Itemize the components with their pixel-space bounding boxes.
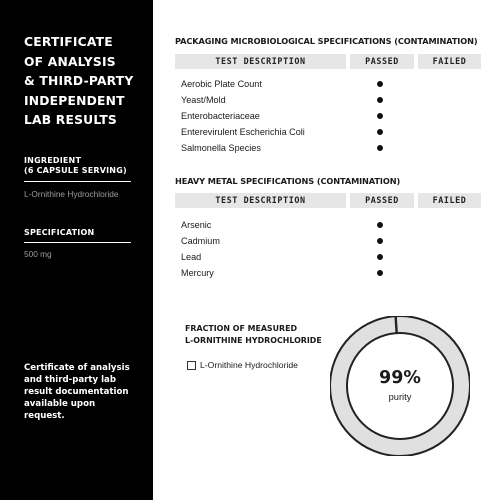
passed-dot-icon — [377, 81, 383, 87]
test-name: Enterobacteriaceae — [181, 111, 260, 121]
note-line: available upon — [24, 399, 96, 410]
passed-dot-icon — [377, 129, 383, 135]
table-row — [181, 249, 481, 265]
table-row — [181, 233, 481, 249]
note-line: request. — [24, 411, 65, 422]
test-name: Arsenic — [181, 220, 212, 230]
test-name: Mercury — [181, 268, 214, 278]
left-panel — [0, 0, 153, 500]
passed-dot-icon — [377, 238, 383, 244]
test-name: Aerobic Plate Count — [181, 79, 262, 89]
table-row — [181, 217, 481, 233]
note-line: Certificate of analysis — [24, 363, 130, 373]
test-name: Yeast/Mold — [181, 95, 226, 105]
availability-note — [24, 362, 140, 422]
test-name: Enterevirulent Escherichia Coli — [181, 127, 305, 137]
column-test-description: TEST DESCRIPTION — [175, 193, 346, 208]
passed-dot-icon — [377, 222, 383, 228]
table-row — [181, 140, 481, 156]
ingredient-value: L-Ornithine Hydrochloride — [24, 189, 119, 199]
title-line: & THIRD-PARTY — [24, 74, 134, 89]
title-line: CERTIFICATE — [24, 35, 113, 49]
legend-swatch — [187, 361, 196, 370]
fraction-heading-line: FRACTION OF MEASURED — [185, 324, 298, 333]
table-row — [181, 76, 481, 92]
ingredient-label-line: (6 CAPSULE SERVING) — [24, 166, 127, 175]
note-line: and third-party lab — [24, 375, 116, 386]
legend-label: L-Ornithine Hydrochloride — [200, 360, 298, 370]
specification-label: SPECIFICATION — [24, 228, 95, 237]
test-name: Cadmium — [181, 236, 220, 246]
donut-segment-divider — [396, 316, 397, 333]
test-name: Lead — [181, 252, 202, 262]
fraction-heading-line: L-ORNITHINE HYDROCHLORIDE — [185, 336, 322, 346]
title-line: LAB RESULTS — [24, 113, 117, 128]
test-name: Salmonella Species — [181, 143, 261, 153]
passed-dot-icon — [377, 97, 383, 103]
passed-dot-icon — [377, 113, 383, 119]
ingredient-label — [24, 156, 144, 176]
title-line: OF ANALYSIS — [24, 54, 116, 69]
passed-dot-icon — [377, 270, 383, 276]
purity-caption: purity — [388, 392, 412, 402]
microbiological-table-header — [175, 54, 481, 69]
title-line: INDEPENDENT — [24, 93, 125, 108]
fraction-heading — [185, 323, 335, 348]
purity-value: 99% — [379, 368, 421, 388]
table-row — [181, 265, 481, 281]
table-row — [181, 124, 481, 140]
column-passed: PASSED — [350, 193, 414, 208]
ingredient-divider — [24, 181, 131, 182]
specification-divider — [24, 242, 131, 243]
heavy-metal-table-header — [175, 193, 481, 208]
passed-dot-icon — [377, 254, 383, 260]
note-line: result documentation — [24, 387, 129, 398]
table-row — [181, 92, 481, 108]
specification-value: 500 mg — [24, 249, 52, 259]
column-test-description: TEST DESCRIPTION — [175, 54, 346, 69]
microbiological-heading: PACKAGING MICROBIOLOGICAL SPECIFICATIONS (CONTAMINATION) — [175, 36, 478, 46]
column-failed: FAILED — [418, 54, 481, 69]
ingredient-label-line: INGREDIENT — [24, 156, 82, 165]
table-row — [181, 108, 481, 124]
passed-dot-icon — [377, 145, 383, 151]
column-passed: PASSED — [350, 54, 414, 69]
certificate-title — [24, 33, 148, 131]
heavy-metal-heading: HEAVY METAL SPECIFICATIONS (CONTAMINATION) — [175, 176, 401, 186]
column-failed: FAILED — [418, 193, 481, 208]
